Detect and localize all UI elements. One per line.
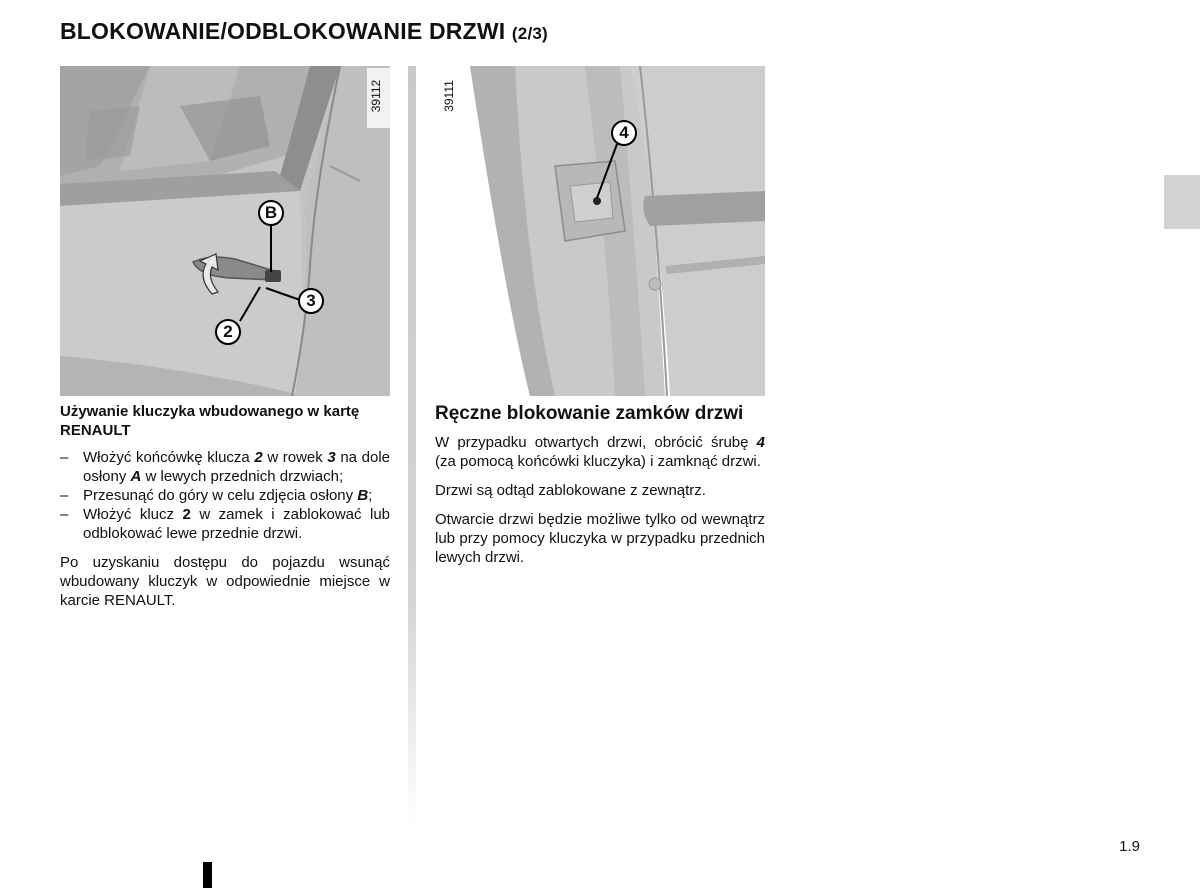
list-item bbox=[60, 486, 390, 505]
callout-b: B bbox=[258, 200, 284, 226]
page-title-part: (2/3) bbox=[511, 24, 548, 43]
step-text: Przesunąć do góry w celu zdjęcia osłony bbox=[83, 487, 358, 504]
step-text: w rowek bbox=[262, 449, 328, 466]
door-handle-illustration bbox=[60, 66, 390, 396]
body-paragraph bbox=[435, 433, 765, 471]
body-paragraph: Po uzyskaniu dostępu do pojazdu wsunąć wbudowany kluczyk w odpowiednie miejsce w karcie RENAULT. bbox=[60, 554, 390, 609]
step-text: Włożyć klucz bbox=[83, 506, 183, 523]
page-title bbox=[60, 18, 548, 45]
left-column bbox=[60, 402, 390, 620]
section-subheading: Używanie kluczyka wbudowanego w kartę RENAULT bbox=[60, 403, 360, 439]
section-tab bbox=[1164, 175, 1200, 229]
step-text: ; bbox=[368, 487, 373, 504]
step-text: na dole osłony bbox=[83, 449, 390, 485]
page-title-text: BLOKOWANIE/ODBLOKOWANIE DRZWI bbox=[60, 18, 506, 44]
ref-label: 4 bbox=[756, 434, 765, 451]
body-paragraph: Otwarcie drzwi będzie możliwe tylko od wewnątrz lub przy pomocy kluczyka w przypadku przednich lewych drzwi. bbox=[435, 511, 765, 566]
ref-label: B bbox=[357, 487, 369, 504]
instruction-list bbox=[60, 448, 390, 543]
section-title: Ręczne blokowanie zamków drzwi bbox=[435, 403, 744, 424]
ref-label: 2 bbox=[182, 506, 191, 523]
list-item bbox=[60, 505, 390, 543]
callout-4: 4 bbox=[611, 120, 637, 146]
para-text: W przypadku otwartych drzwi, obrócić śrubę bbox=[435, 434, 757, 451]
list-item bbox=[60, 448, 390, 486]
body-paragraph: Drzwi są odtąd zablokowane z zewnątrz. bbox=[435, 482, 706, 499]
ref-label: 2 bbox=[254, 449, 263, 466]
door-handle-figure bbox=[60, 66, 390, 396]
footer-mark bbox=[203, 862, 212, 888]
ref-label: A bbox=[130, 468, 142, 485]
step-text: Włożyć końcówkę klucza bbox=[83, 449, 255, 466]
step-text: w zamek i zablokować lub odblokować lewe przednie drzwi. bbox=[83, 506, 390, 542]
callout-2: 2 bbox=[215, 319, 241, 345]
door-lock-figure bbox=[435, 66, 765, 396]
step-text: w lewych przednich drzwiach; bbox=[141, 468, 344, 485]
callout-3: 3 bbox=[298, 288, 324, 314]
figure-code: 39111 bbox=[442, 80, 456, 112]
ref-label: 3 bbox=[327, 449, 336, 466]
column-divider bbox=[408, 66, 416, 826]
page-number: 1.9 bbox=[1119, 838, 1140, 855]
figure-code: 39112 bbox=[369, 79, 383, 113]
right-column bbox=[435, 402, 765, 577]
para-text: (za pomocą końcówki kluczyka) i zamknąć drzwi. bbox=[435, 453, 761, 470]
door-lock-illustration bbox=[435, 66, 765, 396]
